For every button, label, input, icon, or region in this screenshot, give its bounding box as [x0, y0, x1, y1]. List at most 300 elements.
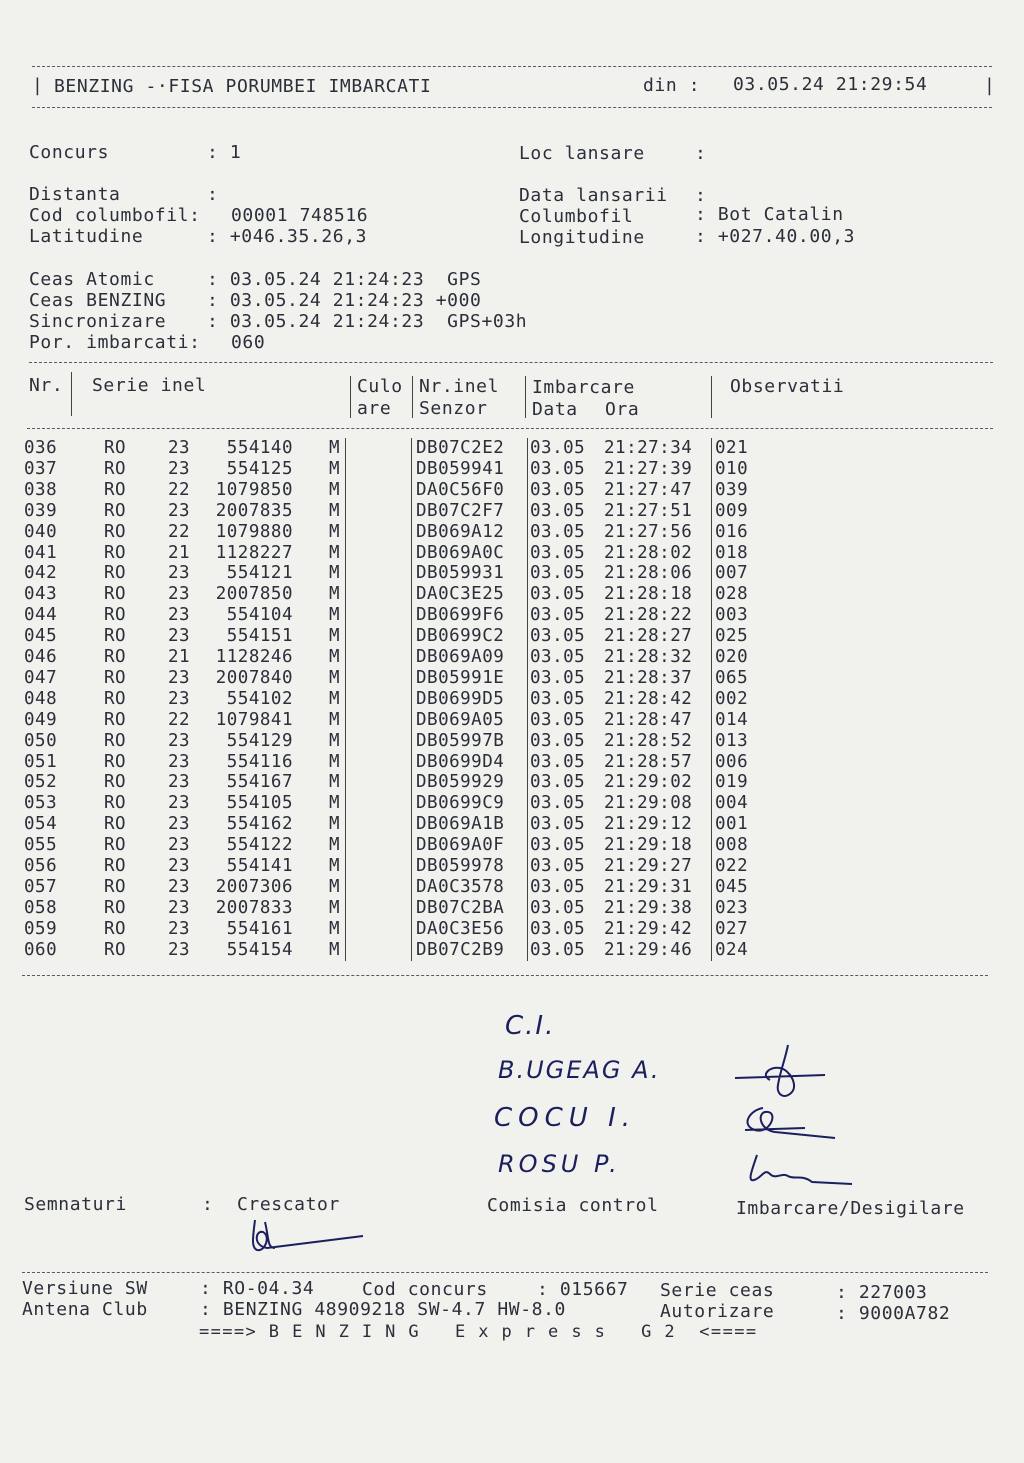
cell-senzor: DB0699D4 [416, 751, 505, 772]
column-divider [345, 793, 346, 814]
table-row [0, 919, 1000, 940]
cell-data: 03.05 [530, 751, 586, 772]
column-divider [711, 772, 712, 793]
cell-inel: 554162 [226, 814, 293, 835]
column-divider [412, 376, 413, 418]
cell-inel: 2007850 [215, 584, 293, 605]
column-divider [71, 372, 72, 416]
cell-an: 23 [168, 688, 191, 709]
cell-sex: M [329, 584, 341, 605]
table-row [0, 543, 1000, 564]
cell-data: 03.05 [530, 835, 586, 856]
column-divider [345, 710, 346, 731]
header-left-bar: | [32, 75, 44, 96]
cell-observatii: 024 [715, 939, 749, 960]
cell-data: 03.05 [530, 667, 586, 688]
table-row [0, 438, 1000, 459]
latitudine-value: : +046.35.26,3 [207, 226, 368, 247]
column-divider [527, 689, 528, 710]
columbofil-label: Columbofil [519, 206, 634, 227]
cell-tara: RO [104, 730, 127, 751]
distanta-label: Distanta [29, 184, 121, 205]
column-divider [711, 522, 712, 543]
cell-ora: 21:27:47 [604, 479, 693, 500]
cell-inel: 1079880 [215, 521, 293, 542]
column-divider [527, 668, 528, 689]
column-divider [345, 584, 346, 605]
cell-tara: RO [104, 688, 127, 709]
din-label: din : [643, 75, 701, 96]
column-divider [411, 626, 412, 647]
column-divider [527, 501, 528, 522]
cell-data: 03.05 [530, 856, 586, 876]
data-lansarii-value: : [695, 185, 707, 206]
col-imbarcare-header: Imbarcare [532, 377, 635, 398]
cell-an: 23 [168, 814, 191, 835]
col-observatii-header: Observatii [730, 376, 845, 397]
column-divider [345, 522, 346, 543]
cell-nr: 046 [24, 647, 58, 667]
table-row [0, 793, 1000, 814]
separator [27, 428, 993, 429]
cell-nr: 055 [24, 835, 58, 856]
cell-senzor: DB059931 [416, 563, 505, 584]
cell-an: 22 [168, 479, 191, 500]
column-divider [527, 647, 528, 668]
cell-observatii: 025 [715, 626, 749, 647]
cell-ora: 21:27:51 [604, 500, 693, 521]
cell-sex: M [329, 626, 341, 647]
handwritten-name-2: COCU I. [494, 1103, 637, 1133]
cell-inel: 1128246 [215, 647, 293, 667]
cell-an: 23 [168, 667, 191, 688]
table-row [0, 898, 1000, 919]
column-divider [345, 689, 346, 710]
cell-tara: RO [104, 793, 127, 814]
column-divider [411, 752, 412, 773]
column-divider [711, 584, 712, 605]
cell-sex: M [329, 479, 341, 500]
separator [29, 362, 993, 363]
cell-an: 23 [168, 793, 191, 814]
cell-senzor: DB069A09 [416, 647, 505, 667]
col-ora-header: Ora [605, 399, 640, 420]
cell-sex: M [329, 897, 341, 918]
cell-inel: 2007306 [215, 876, 293, 897]
cell-data: 03.05 [530, 897, 586, 918]
column-divider [411, 668, 412, 689]
column-divider [345, 731, 346, 752]
column-divider [527, 480, 528, 501]
column-divider [411, 772, 412, 793]
col-nr-header: Nr. [29, 375, 64, 396]
column-divider [711, 835, 712, 856]
cell-inel: 554116 [226, 751, 293, 772]
cell-senzor: DB05991E [416, 667, 505, 688]
column-divider [411, 793, 412, 814]
column-divider [411, 814, 412, 835]
cod-columbofil-label: Cod columbofil: [29, 205, 201, 226]
cell-observatii: 002 [715, 688, 749, 709]
cell-nr: 041 [24, 542, 58, 563]
cell-tara: RO [104, 458, 127, 479]
cell-observatii: 016 [715, 521, 749, 542]
cell-senzor: DB07C2B9 [416, 939, 505, 960]
cell-ora: 21:28:22 [604, 605, 693, 626]
table-row [0, 856, 1000, 877]
cell-data: 03.05 [530, 458, 586, 479]
cell-data: 03.05 [530, 688, 586, 709]
cell-data: 03.05 [530, 709, 586, 730]
cell-tara: RO [104, 709, 127, 730]
cell-nr: 037 [24, 458, 58, 479]
cell-tara: RO [104, 647, 127, 667]
signature-crescator [245, 1218, 370, 1266]
cell-data: 03.05 [530, 772, 586, 793]
cell-inel: 2007840 [215, 667, 293, 688]
table-row [0, 647, 1000, 668]
cell-ora: 21:28:02 [604, 542, 693, 563]
cell-observatii: 003 [715, 605, 749, 626]
column-divider [711, 543, 712, 564]
cell-an: 23 [168, 835, 191, 856]
cell-nr: 043 [24, 584, 58, 605]
column-divider [711, 563, 712, 584]
cell-inel: 554161 [226, 918, 293, 939]
cell-tara: RO [104, 897, 127, 918]
cell-observatii: 014 [715, 709, 749, 730]
cell-sex: M [329, 688, 341, 709]
column-divider [345, 919, 346, 940]
cell-nr: 036 [24, 438, 58, 458]
cell-inel: 554167 [226, 772, 293, 793]
column-divider [345, 626, 346, 647]
column-divider [411, 647, 412, 668]
cell-sex: M [329, 563, 341, 584]
cell-an: 23 [168, 563, 191, 584]
cell-nr: 048 [24, 688, 58, 709]
handwritten-name-1: B.UGEAG A. [498, 1056, 661, 1084]
cell-senzor: DB069A05 [416, 709, 505, 730]
cell-data: 03.05 [530, 521, 586, 542]
cell-observatii: 010 [715, 458, 749, 479]
cell-nr: 052 [24, 772, 58, 793]
column-divider [711, 793, 712, 814]
serie-ceas-label: Serie ceas [660, 1280, 775, 1301]
cell-ora: 21:29:31 [604, 876, 693, 897]
cell-nr: 042 [24, 563, 58, 584]
comisia-control-label: Comisia control [487, 1195, 659, 1216]
cell-ora: 21:28:06 [604, 563, 693, 584]
cell-observatii: 023 [715, 897, 749, 918]
separator [22, 1272, 988, 1273]
cell-ora: 21:28:57 [604, 751, 693, 772]
distanta-value: : [207, 184, 219, 205]
cell-ora: 21:29:38 [604, 897, 693, 918]
column-divider [711, 668, 712, 689]
versiune-value: : RO-04.34 [200, 1278, 315, 1299]
column-divider [527, 772, 528, 793]
cell-observatii: 009 [715, 500, 749, 521]
cell-tara: RO [104, 856, 127, 876]
cell-observatii: 045 [715, 876, 749, 897]
column-divider [411, 605, 412, 626]
cell-ora: 21:28:27 [604, 626, 693, 647]
column-divider [711, 689, 712, 710]
cell-nr: 045 [24, 626, 58, 647]
cell-data: 03.05 [530, 605, 586, 626]
cell-ora: 21:29:42 [604, 918, 693, 939]
cell-observatii: 018 [715, 542, 749, 563]
cell-an: 23 [168, 856, 191, 876]
cell-observatii: 021 [715, 438, 749, 458]
cell-nr: 060 [24, 939, 58, 960]
cell-senzor: DB069A1B [416, 814, 505, 835]
cell-an: 22 [168, 709, 191, 730]
cell-observatii: 007 [715, 563, 749, 584]
cell-sex: M [329, 918, 341, 939]
column-divider [711, 438, 712, 459]
cell-senzor: DB05997B [416, 730, 505, 751]
table-row [0, 835, 1000, 856]
table-row [0, 710, 1000, 731]
cell-an: 23 [168, 438, 191, 458]
table-row [0, 480, 1000, 501]
cell-data: 03.05 [530, 542, 586, 563]
table-row [0, 501, 1000, 522]
column-divider [711, 605, 712, 626]
cell-sex: M [329, 856, 341, 876]
cell-nr: 059 [24, 918, 58, 939]
column-divider [527, 856, 528, 877]
cell-inel: 2007835 [215, 500, 293, 521]
semnaturi-label: Semnaturi [24, 1194, 127, 1215]
cell-ora: 21:27:56 [604, 521, 693, 542]
cell-data: 03.05 [530, 918, 586, 939]
cell-nr: 044 [24, 605, 58, 626]
column-divider [527, 605, 528, 626]
cell-an: 23 [168, 939, 191, 960]
cell-an: 23 [168, 500, 191, 521]
table-row [0, 584, 1000, 605]
table-row [0, 689, 1000, 710]
column-divider [345, 668, 346, 689]
column-divider [350, 376, 351, 418]
table-row [0, 668, 1000, 689]
column-divider [711, 940, 712, 961]
column-divider [527, 919, 528, 940]
cell-senzor: DB07C2E2 [416, 438, 505, 458]
concurs-value: : 1 [207, 142, 242, 163]
cell-ora: 21:29:02 [604, 772, 693, 793]
cell-sex: M [329, 647, 341, 667]
col-nr-inel-header-1: Nr.inel [419, 376, 500, 397]
cell-nr: 049 [24, 709, 58, 730]
table-row [0, 940, 1000, 961]
cell-ora: 21:28:52 [604, 730, 693, 751]
cell-ora: 21:27:34 [604, 438, 693, 458]
cell-senzor: DB07C2F7 [416, 500, 505, 521]
cell-sex: M [329, 793, 341, 814]
cell-senzor: DB059929 [416, 772, 505, 793]
column-divider [345, 438, 346, 459]
cell-tara: RO [104, 563, 127, 584]
cell-data: 03.05 [530, 814, 586, 835]
cell-senzor: DB0699C9 [416, 793, 505, 814]
cell-inel: 554102 [226, 688, 293, 709]
cell-data: 03.05 [530, 939, 586, 960]
cell-sex: M [329, 458, 341, 479]
column-divider [711, 710, 712, 731]
cell-an: 21 [168, 647, 191, 667]
column-divider [711, 752, 712, 773]
cell-sex: M [329, 939, 341, 960]
cell-senzor: DB069A0F [416, 835, 505, 856]
cell-tara: RO [104, 667, 127, 688]
cell-inel: 554140 [226, 438, 293, 458]
loc-lansare-value: : [695, 143, 707, 164]
column-divider [527, 877, 528, 898]
cell-tara: RO [104, 584, 127, 605]
cell-inel: 554141 [226, 856, 293, 876]
handwritten-commission-header: C.I. [505, 1011, 556, 1041]
column-divider [527, 940, 528, 961]
table-row [0, 626, 1000, 647]
cell-senzor: DB0699F6 [416, 605, 505, 626]
cell-tara: RO [104, 479, 127, 500]
column-divider [411, 501, 412, 522]
cell-sex: M [329, 500, 341, 521]
cell-an: 21 [168, 542, 191, 563]
table-row [0, 877, 1000, 898]
column-divider [527, 522, 528, 543]
cell-data: 03.05 [530, 876, 586, 897]
cell-ora: 21:29:46 [604, 939, 693, 960]
col-nr-inel-header-2: Senzor [419, 398, 488, 419]
column-divider [527, 752, 528, 773]
print-datetime: 03.05.24 21:29:54 [733, 74, 928, 95]
semnaturi-colon: : [202, 1194, 214, 1215]
cell-observatii: 019 [715, 772, 749, 793]
cod-concurs-label: Cod concurs [362, 1279, 488, 1300]
cell-senzor: DB0699C2 [416, 626, 505, 647]
cell-tara: RO [104, 939, 127, 960]
cell-sex: M [329, 814, 341, 835]
column-divider [711, 647, 712, 668]
cell-an: 23 [168, 584, 191, 605]
cod-concurs-value: : 015667 [537, 1279, 629, 1300]
por-imbarcati-label: Por. imbarcati: [29, 332, 201, 353]
cell-tara: RO [104, 772, 127, 793]
por-imbarcati-value: 060 [231, 332, 266, 353]
cell-ora: 21:28:37 [604, 667, 693, 688]
cell-senzor: DA0C56F0 [416, 479, 505, 500]
column-divider [711, 919, 712, 940]
column-divider [411, 689, 412, 710]
cell-data: 03.05 [530, 626, 586, 647]
cell-an: 23 [168, 876, 191, 897]
cell-senzor: DB0699D5 [416, 688, 505, 709]
column-divider [345, 835, 346, 856]
cell-nr: 058 [24, 897, 58, 918]
table-row [0, 563, 1000, 584]
concurs-label: Concurs [29, 142, 110, 163]
column-divider [345, 877, 346, 898]
handwritten-name-3: ROSU P. [498, 1150, 621, 1178]
column-divider [345, 605, 346, 626]
column-divider [711, 459, 712, 480]
column-divider [345, 814, 346, 835]
antena-label: Antena Club [22, 1299, 148, 1320]
cell-nr: 057 [24, 876, 58, 897]
cell-data: 03.05 [530, 793, 586, 814]
column-divider [345, 772, 346, 793]
cell-nr: 054 [24, 814, 58, 835]
column-divider [345, 940, 346, 961]
latitudine-label: Latitudine [29, 226, 144, 247]
column-divider [345, 898, 346, 919]
cell-observatii: 065 [715, 667, 749, 688]
column-divider [345, 459, 346, 480]
column-divider [411, 835, 412, 856]
cell-sex: M [329, 772, 341, 793]
cell-sex: M [329, 709, 341, 730]
cell-senzor: DA0C3578 [416, 876, 505, 897]
cod-columbofil-value: 00001 748516 [231, 205, 369, 226]
ceas-benzing-value: : 03.05.24 21:24:23 +000 [207, 290, 482, 311]
table-row [0, 814, 1000, 835]
cell-sex: M [329, 835, 341, 856]
cell-inel: 554104 [226, 605, 293, 626]
column-divider [345, 752, 346, 773]
header-right-bar: | [984, 75, 996, 96]
signature-mark-2 [735, 1100, 845, 1150]
separator [32, 66, 992, 67]
benzing-express-banner: ====> B E N Z I N G E x p r e s s G 2 <==== [199, 1322, 758, 1342]
column-divider [411, 940, 412, 961]
cell-ora: 21:28:18 [604, 584, 693, 605]
column-divider [527, 835, 528, 856]
cell-ora: 21:28:32 [604, 647, 693, 667]
cell-data: 03.05 [530, 438, 586, 458]
cell-tara: RO [104, 918, 127, 939]
cell-nr: 056 [24, 856, 58, 876]
table-row [0, 752, 1000, 773]
cell-ora: 21:29:12 [604, 814, 693, 835]
cell-sex: M [329, 542, 341, 563]
cell-data: 03.05 [530, 730, 586, 751]
column-divider [411, 480, 412, 501]
cell-ora: 21:28:42 [604, 688, 693, 709]
column-divider [411, 877, 412, 898]
cell-inel: 554121 [226, 563, 293, 584]
cell-sex: M [329, 667, 341, 688]
column-divider [411, 731, 412, 752]
cell-ora: 21:29:08 [604, 793, 693, 814]
table-row [0, 731, 1000, 752]
column-divider [527, 438, 528, 459]
column-divider [345, 563, 346, 584]
cell-sex: M [329, 730, 341, 751]
serie-ceas-value: : 227003 [836, 1282, 928, 1303]
cell-tara: RO [104, 438, 127, 458]
cell-an: 23 [168, 772, 191, 793]
separator [32, 107, 992, 108]
cell-data: 03.05 [530, 584, 586, 605]
cell-inel: 554129 [226, 730, 293, 751]
column-divider [345, 480, 346, 501]
cell-observatii: 008 [715, 835, 749, 856]
